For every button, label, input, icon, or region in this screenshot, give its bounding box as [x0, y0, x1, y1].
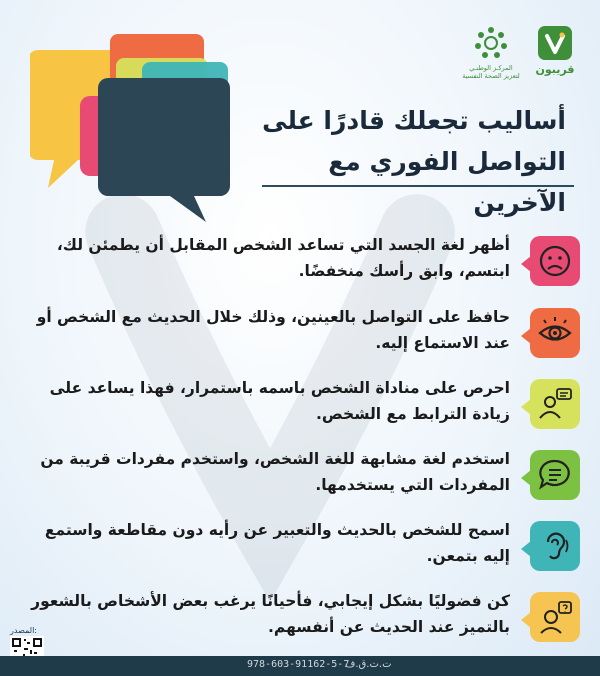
tip-item: [10, 232, 580, 292]
curious-person-icon: [530, 592, 580, 642]
eye-icon: [530, 308, 580, 358]
title-line-1: أساليب تجعلك قادرًا على: [262, 106, 566, 135]
center-logo: [452, 26, 530, 80]
title-underline: [262, 185, 574, 187]
footer-bar: [0, 656, 600, 676]
tip-text: استخدم لغة مشابهة للغة الشخص، واستخدم مفردات قريبة من المفردات التي يستخدمها.: [40, 450, 510, 494]
tip-item: [10, 446, 580, 506]
center-caption-1: المركـز الوطنـي: [469, 64, 513, 72]
tip-text: أظهر لغة الجسد التي تساعد الشخص المقابل أن يطمئن لك، ابتسم، وابق رأسك منخفضًا.: [56, 236, 510, 280]
tip-text: اسمح للشخص بالحديث والتعبير عن رأيه دون مقاطعة واستمع إليه بتمعن.: [44, 521, 510, 565]
tip-item: [10, 517, 580, 577]
tip-item: [10, 304, 580, 364]
person-speech-icon: [530, 379, 580, 429]
sad-face-icon: [530, 236, 580, 286]
isbn-number: 978-603-91162-5-7: [247, 659, 350, 670]
tip-item: [10, 375, 580, 435]
tip-item: [10, 588, 580, 648]
star-emblem-icon: [474, 26, 508, 60]
tip-text: حافظ على التواصل بالعينين، وذلك خلال الحديث مع الشخص أو عند الاستماع إليه.: [36, 308, 510, 352]
source-label: المصدر:: [10, 626, 37, 635]
ttk-label: ت.ت.ق.ف: [345, 659, 392, 670]
page-title: [246, 100, 566, 223]
tip-text: كن فضوليًا بشكل إيجابي، فأحيانًا يرغب بعض الأشخاص بالشعور بالتميز عند الحديث عن أنفسهم.: [31, 592, 510, 636]
tip-text: احرص على مناداة الشخص باسمه باستمرار، فهذا يساعد على زيادة الترابط مع الشخص.: [49, 379, 510, 423]
v-logo-icon: [538, 26, 572, 60]
brand-caption: قريبون: [535, 63, 575, 76]
center-caption-2: لتعزيز الصحة النفسية: [462, 72, 520, 80]
ear-icon: [530, 521, 580, 571]
title-line-2: التواصل الفوري مع الآخرين: [328, 147, 566, 217]
brand-logo: [528, 26, 582, 76]
chat-bubble-icon: [530, 450, 580, 500]
speech-bubbles-graphic: [30, 28, 240, 228]
